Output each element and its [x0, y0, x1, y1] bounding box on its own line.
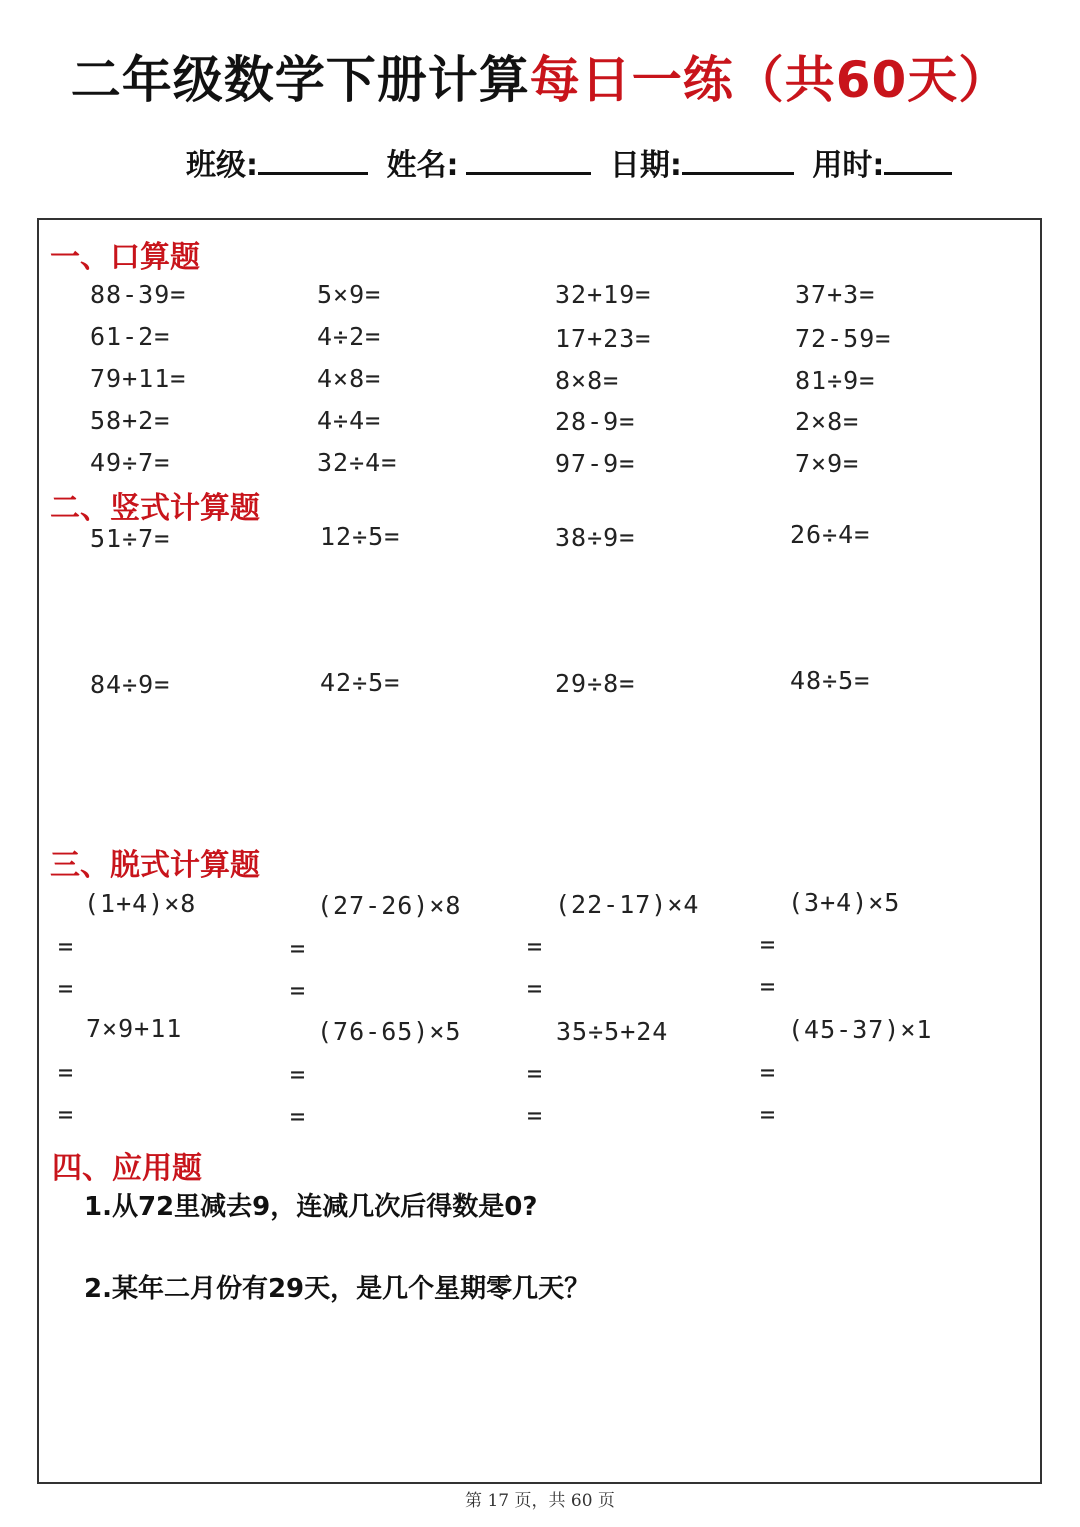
stepwise-problem: 35÷5+24	[556, 1017, 669, 1046]
oral-problem: 97-9=	[555, 449, 636, 478]
vertical-problem: 84÷9=	[90, 670, 171, 699]
section-oral-title: 一、口算题	[50, 240, 200, 275]
worksheet-title	[0, 40, 1080, 112]
equals-sign: =	[58, 1100, 74, 1129]
section-stepwise-title: 三、脱式计算题	[50, 848, 260, 883]
equals-sign: =	[527, 1059, 543, 1088]
equals-sign: =	[527, 974, 543, 1003]
equals-sign: =	[290, 1102, 306, 1131]
equals-sign: =	[290, 976, 306, 1005]
equals-sign: =	[58, 974, 74, 1003]
oral-problem: 37+3=	[795, 280, 876, 309]
oral-problem: 49÷7=	[90, 448, 171, 477]
class-label: 班级:	[186, 148, 258, 183]
time-label: 用时:	[812, 148, 885, 183]
name-label: 姓名:	[386, 148, 459, 183]
vertical-problem: 29÷8=	[555, 669, 636, 698]
oral-problem: 32+19=	[555, 280, 652, 309]
stepwise-problem: (1+4)×8	[84, 889, 197, 918]
equals-sign: =	[58, 1058, 74, 1087]
date-blank	[682, 144, 794, 175]
oral-problem: 5×9=	[317, 280, 382, 309]
vertical-problem: 38÷9=	[555, 523, 636, 552]
oral-problem: 7×9=	[795, 449, 860, 478]
vertical-problem: 48÷5=	[790, 666, 871, 695]
name-field	[386, 140, 591, 184]
student-info-row	[186, 140, 960, 184]
oral-problem: 32÷4=	[317, 448, 398, 477]
name-blank	[466, 144, 591, 175]
section-vertical-title: 二、竖式计算题	[50, 491, 260, 526]
vertical-problem: 51÷7=	[90, 524, 171, 553]
word-problem-1: 1.从72里减去9，连减几次后得数是0?	[84, 1192, 538, 1222]
equals-sign: =	[58, 932, 74, 961]
title-highlight: 每日一练（共60天）	[529, 51, 1010, 109]
equals-sign: =	[760, 1058, 776, 1087]
oral-problem: 4÷2=	[317, 322, 382, 351]
oral-problem: 8×8=	[555, 366, 620, 395]
vertical-problem: 26÷4=	[790, 520, 871, 549]
oral-problem: 88-39=	[90, 280, 187, 309]
stepwise-problem: (45-37)×1	[788, 1015, 933, 1044]
oral-problem: 17+23=	[555, 324, 652, 353]
page-number: 第 17 页，共 60 页	[465, 1491, 615, 1511]
equals-sign: =	[760, 930, 776, 959]
oral-problem: 4×8=	[317, 364, 382, 393]
stepwise-problem: (76-65)×5	[317, 1017, 462, 1046]
class-blank	[258, 144, 368, 175]
stepwise-problem: (22-17)×4	[555, 890, 700, 919]
time-blank	[884, 144, 952, 175]
equals-sign: =	[290, 934, 306, 963]
oral-problem: 81÷9=	[795, 366, 876, 395]
date-label: 日期:	[609, 148, 682, 183]
equals-sign: =	[760, 1100, 776, 1129]
oral-problem: 72-59=	[795, 324, 892, 353]
stepwise-problem: 7×9+11	[86, 1014, 183, 1043]
vertical-problem: 12÷5=	[320, 522, 401, 551]
title-main: 二年级数学下册计算	[70, 51, 530, 109]
word-problem-2: 2.某年二月份有29天，是几个星期零几天？	[84, 1274, 591, 1304]
equals-sign: =	[527, 932, 543, 961]
oral-problem: 61-2=	[90, 322, 171, 351]
stepwise-problem: (27-26)×8	[317, 891, 462, 920]
oral-problem: 4÷4=	[317, 406, 382, 435]
date-field	[610, 140, 794, 184]
vertical-problem: 42÷5=	[320, 668, 401, 697]
oral-problem: 28-9=	[555, 407, 636, 436]
equals-sign: =	[527, 1101, 543, 1130]
equals-sign: =	[290, 1060, 306, 1089]
equals-sign: =	[760, 972, 776, 1001]
class-field	[186, 140, 368, 184]
oral-problem: 58+2=	[90, 406, 171, 435]
time-field	[812, 140, 952, 184]
stepwise-problem: (3+4)×5	[788, 888, 901, 917]
oral-problem: 2×8=	[795, 407, 860, 436]
oral-problem: 79+11=	[90, 364, 187, 393]
section-word-problems-title: 四、应用题	[52, 1151, 202, 1186]
